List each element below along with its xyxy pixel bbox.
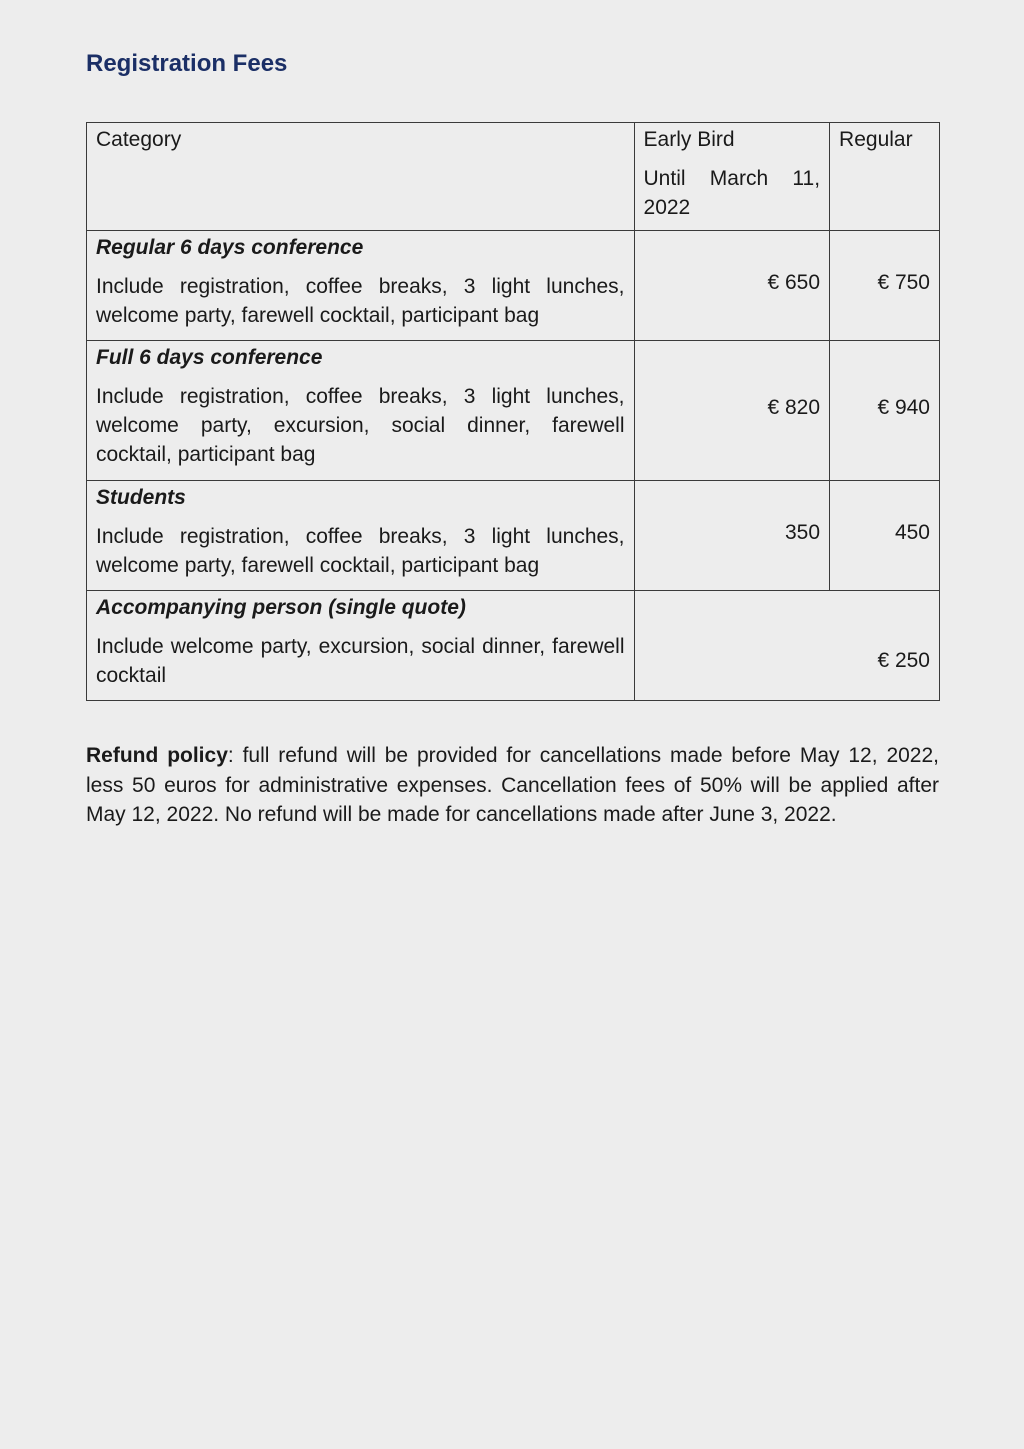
category-cell <box>87 341 635 481</box>
regular-price-cell <box>830 341 940 481</box>
category-description: Include registration, coffee breaks, 3 light lunches, welcome party, excursion, social dinner, farewell cocktail, participant bag <box>96 385 625 466</box>
header-regular-label: Regular <box>839 128 913 151</box>
registration-fees-table <box>86 122 940 701</box>
early-bird-price: 350 <box>785 521 821 544</box>
refund-policy-separator: : <box>227 744 234 767</box>
category-description: Include registration, coffee breaks, 3 light lunches, welcome party, farewell cocktail, participant bag <box>96 275 625 327</box>
header-early-bird-label: Early Bird <box>643 128 735 151</box>
header-category-label: Category <box>96 128 182 151</box>
refund-policy-text: full refund will be provided for cancellations made before May 12, 2022, less 50 euros for administrative expenses. Cancellation fees of 50% will be applied after May 12, 2022. No refund will be made for cancellations made after June 3, 2022. <box>86 744 939 826</box>
category-title: Full 6 days conference <box>96 346 323 369</box>
table-row <box>87 231 940 341</box>
table-row <box>87 591 940 701</box>
early-bird-price-cell <box>634 341 830 481</box>
category-description: Include welcome party, excursion, social dinner, farewell cocktail <box>96 635 625 687</box>
category-cell <box>87 481 635 591</box>
page-title: Registration Fees <box>86 50 288 77</box>
category-title: Accompanying person (single quote) <box>96 596 466 619</box>
regular-price-cell <box>830 481 940 591</box>
refund-policy <box>86 741 939 830</box>
table-row <box>87 341 940 481</box>
early-bird-price-cell <box>634 481 830 591</box>
category-title: Regular 6 days conference <box>96 236 364 259</box>
header-category <box>87 123 635 231</box>
combined-price-cell <box>634 591 939 701</box>
regular-price: € 750 <box>877 271 930 294</box>
early-bird-price: € 820 <box>767 396 821 419</box>
header-early-bird <box>634 123 830 231</box>
table-header-row <box>87 123 940 231</box>
early-bird-price: € 650 <box>767 271 821 294</box>
header-regular <box>830 123 940 231</box>
category-cell <box>87 231 635 341</box>
early-bird-price-cell <box>634 231 830 341</box>
category-cell <box>87 591 635 701</box>
combined-price: € 250 <box>877 649 930 672</box>
regular-price-cell <box>830 231 940 341</box>
header-early-bird-deadline: Until March 11, 2022 <box>643 167 821 219</box>
table-row <box>87 481 940 591</box>
regular-price: 450 <box>894 521 930 544</box>
category-description: Include registration, coffee breaks, 3 light lunches, welcome party, farewell cocktail, participant bag <box>96 525 625 577</box>
regular-price: € 940 <box>877 396 930 419</box>
category-title: Students <box>96 486 186 509</box>
refund-policy-label: Refund policy <box>86 744 228 767</box>
